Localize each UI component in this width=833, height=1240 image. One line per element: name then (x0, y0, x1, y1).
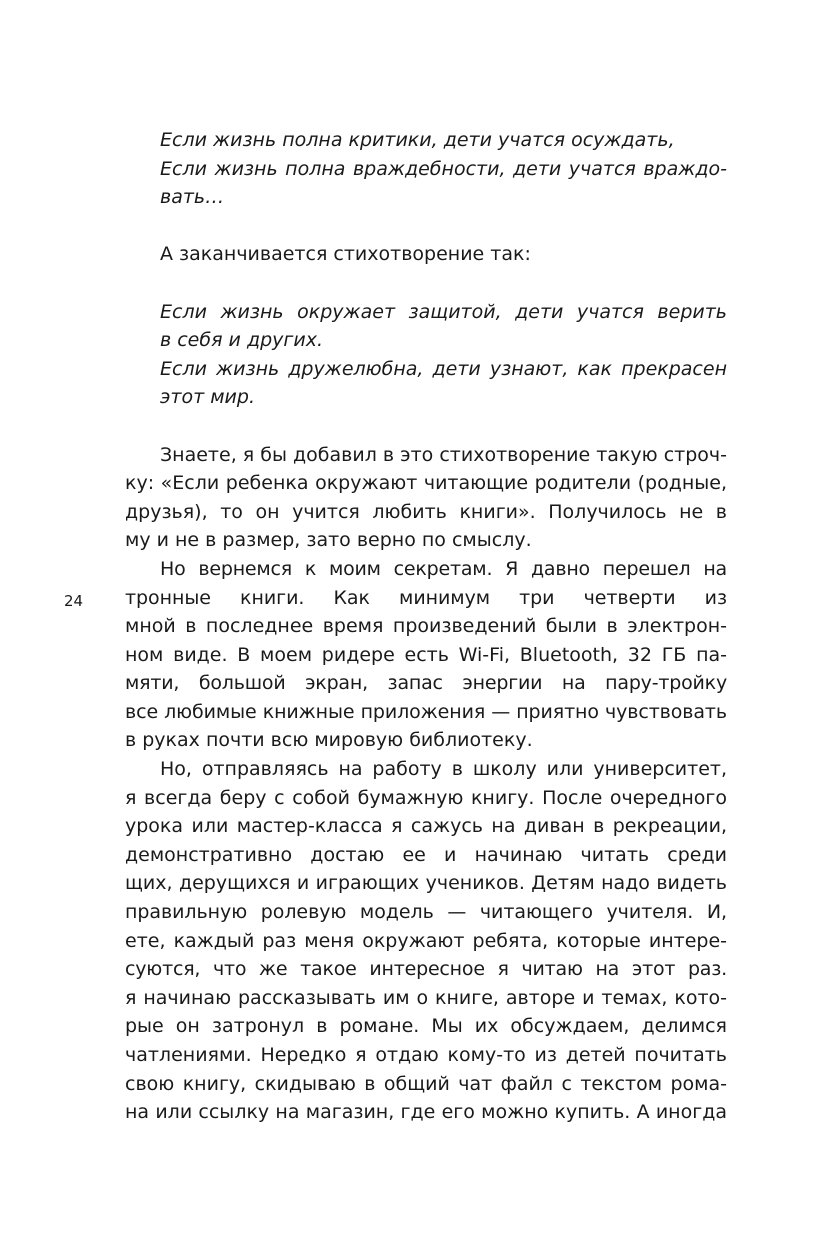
text-line: я всегда беру с собой бумажную книгу. После очередного (125, 786, 727, 809)
paragraph-3 (125, 755, 727, 1127)
poem-line: Если жизнь полна критики, дети учатся осуждать, (160, 129, 675, 151)
page-number: 24 (64, 592, 84, 610)
text-line: друзья), то он учится любить книги». Получилось не в (125, 500, 727, 523)
text-line: Но вернемся к моим секретам. Я давно перешел на (160, 557, 727, 580)
text-line: в руках почти всю мировую библиотеку. (125, 729, 533, 752)
text-line: ном виде. В моем ридере есть Wi-Fi, Bluetooth, 32 ГБ па- (125, 643, 727, 666)
text-line: ку: «Если ребенка окружают читающие родители (родные, (125, 472, 727, 495)
poem-line: в себя и других. (160, 329, 324, 352)
text-line: ете, каждый раз меня окружают ребята, которые интере- (125, 929, 727, 952)
text-line: рые он затронул в романе. Мы их обсуждаем, делимся (125, 1015, 727, 1038)
poem-line: вать… (160, 186, 225, 209)
text-line: мяти, большой экран, запас энергии на пару-тройку (125, 672, 727, 695)
text-line: чатлениями. Нередко я отдаю кому-то из детей почитать (125, 1044, 727, 1066)
poem-line: Если жизнь полна враждебности, дети учатся враждо- (160, 157, 727, 180)
text-line: щих, дерущихся и играющих учеников. Детям надо видеть (125, 872, 727, 895)
poem-line: этот мир. (160, 386, 256, 409)
paragraph-2 (125, 555, 727, 755)
text-line: суются, что же такое интересное я читаю на этот раз. (125, 958, 727, 981)
poem-line: Если жизнь окружает защитой, дети учатся верить (160, 300, 727, 323)
text-line: му и не в размер, зато верно по смыслу. (125, 529, 532, 552)
poem-quote-start (125, 126, 727, 212)
text-line: я начинаю рассказывать им о книге, авторе и темах, кото- (125, 986, 727, 1009)
text-line: Но, отправляясь на работу в школу или университет, (160, 758, 727, 781)
paragraph-1 (125, 441, 727, 555)
text-line: свою книгу, скидываю в общий чат файл с текстом рома- (125, 1072, 727, 1095)
text-line: все любимые книжные приложения — приятно чувствовать (125, 700, 727, 723)
text-line: на или ссылку на магазин, где его можно купить. А иногда (125, 1101, 727, 1124)
text-line: правильную ролевую модель — читающего учителя. И, (125, 901, 727, 924)
page-body (125, 126, 727, 1127)
text-line: Знаете, я бы добавил в это стихотворение такую строч- (160, 443, 727, 466)
text-line: урока или мастер-класса я сажусь на диван в рекреации, (125, 815, 727, 838)
intro-line (125, 240, 727, 269)
text-line: демонстративно достаю ее и начинаю читать среди (125, 843, 727, 866)
poem-quote-end (125, 298, 727, 412)
poem-line: Если жизнь дружелюбна, дети узнают, как прекрасен (160, 357, 727, 380)
text-line: тронные книги. Как минимум три четверти из (125, 586, 727, 609)
text-line: мной в последнее время произведений были в электрон- (125, 615, 727, 638)
intro-text: А заканчивается стихотворение так: (160, 243, 531, 266)
